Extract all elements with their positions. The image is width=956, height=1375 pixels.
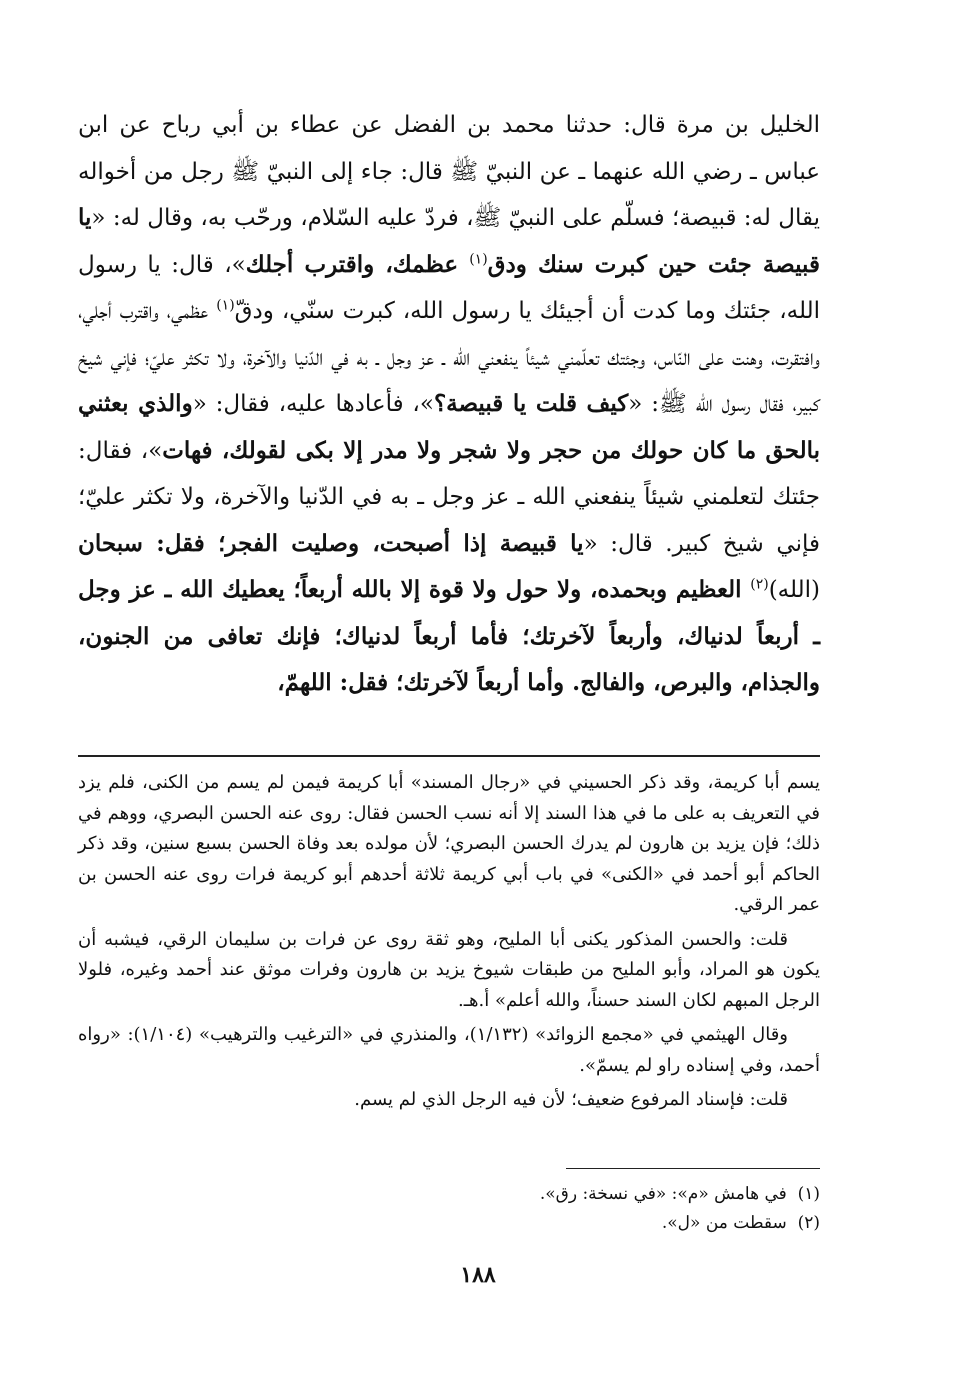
- footnote-number: (٢): [797, 1213, 820, 1233]
- footnote-item: [78, 1180, 820, 1209]
- bold-hadith-segment: يا قبيصة جئت حين كبرت سنك ودق: [78, 204, 820, 278]
- footnotes: [78, 1180, 820, 1238]
- footnote-text: في هامش «م»: «في نسخة: رق».: [539, 1184, 787, 1204]
- bold-hadith-segment: كيف قلت يا قبيصة؟: [433, 390, 629, 417]
- bold-hadith-segment: عظمك، واقترب أجلك: [245, 250, 470, 278]
- text-segment: »، فقال: جئتك لتعلمني شيئاً ينفعني الله ـ عز وجل ـ به في الدّنيا والآخرة، ولا تكثر عليّ؛ فإني شيخ كبير. قال: «: [78, 437, 820, 557]
- text-segment: (الله): [768, 577, 820, 603]
- footnote-ref-1: (١): [469, 250, 488, 267]
- footnote-separator: [566, 1168, 820, 1169]
- note-paragraph: وقال الهيثمي في «مجمع الزوائد» (١/١٣٢)، والمنذري في «الترغيب والترهيب» (١/١٠٤): «رواه أحمد، وفي إسناده راو لم يسمّ».: [78, 1024, 820, 1076]
- text-segment: »، فأعادها عليه، فقال: «: [192, 391, 434, 417]
- page-number: ١٨٨: [460, 1262, 496, 1288]
- bold-hadith-segment: يا قبيصة إذا أصبحت، وصليت الفجر؛ فقل: سبحان: [78, 529, 584, 557]
- text-segment: »، قال: يا رسول الله، جئتك وما كدت أن أجيئك يا رسول الله، كبرت سنّي، ودقّ: [78, 251, 820, 324]
- note-paragraph: قلت: والحسن المذكور يكنى أبا المليح، وهو ثقة روى عن فرات بن سليمان الرقي، فيشبه أن يكون هو المراد، وأبو المليح من طبقات شيوخ يزيد بن هارون وفرات موثق عند أحمد وغيره، فلولا الرجل المبهم لكان السند حسناً، والله أعلم» أ.هـ.: [78, 928, 820, 1011]
- footnote-item: [78, 1209, 820, 1238]
- separator-rule: [78, 755, 820, 757]
- text-segment: عظمي، واقترب أجلي، وافتقرت، وهنت على النّاس، وجئتك تعلّمني شيئاً ينفعني الله ـ عز وجل ـ به في الدّنيا والآخرة، ولا تكثر عليّ؛ فإني شيخ كبير، فقال رسول الله ﷺ: «: [78, 298, 820, 417]
- footnote-text: سقطت من «ل».: [661, 1213, 787, 1233]
- footnote-ref-2: (٢): [750, 576, 769, 593]
- main-text-block: [78, 102, 820, 707]
- bold-hadith-segment: والذي بعثني بالحق ما كان حولك من حجر ولا شجر ولا مدر إلا بكى لقولك، فهات: [78, 390, 820, 464]
- commentary-notes: [78, 768, 820, 1116]
- footnote-number: (١): [797, 1184, 820, 1204]
- note-paragraph: قلت: فإسناد المرفوع ضعيف؛ لأن فيه الرجل الذي لم يسم.: [354, 1089, 788, 1110]
- main-paragraph: [78, 102, 820, 707]
- footnote-ref-1b: (١): [216, 297, 235, 314]
- note-paragraph: يسم أبا كريمة، وقد ذكر الحسيني في «رجال المسند» أبا كريمة فيمن لم يسم من الكنى، فلم يزد في التعريف به على ما في هذا السند إلا أنه نسب الحسن فقال: روى عنه الحسن البصري، ووهم في ذلك؛ فإن يزيد بن هارون لم يدرك الحسن البصري؛ لأن مولده بعد وفاة الحسن بسبع سنين، وقد ذكر الحاكم أبو أحمد في «الكنى» في باب أبي كريمة ثلاثة أحدهم أبو كريمة فرات روى عنه الحسن بن عمر الرقي.: [78, 772, 820, 915]
- text-segment: الخليل بن مرة قال: حدثنا محمد بن الفضل عن عطاء بن أبي رباح عن ابن عباس ـ رضي الله عنهما ـ عن النبيّ ﷺ قال: جاء إلى النبيّ ﷺ رجل من أخواله يقال له: قبيصة؛ فسلّم على النبيّ ﷺ، فردّ عليه السّلام، ورحّب به، وقال له: «: [78, 112, 820, 231]
- bold-hadith-segment: العظيم وبحمده، ولا حول ولا قوة إلا بالله أربعاً؛ يعطيك الله ـ عز وجل ـ أربعاً لدنياك، وأربعاً لآخرتك؛ فأما أربعاً لدنياك؛ فإنك تعافى من الجنون، والجذام، والبرص، والفالج. وأما أربعاً لآخرتك؛ فقل: اللهمّ،: [78, 576, 820, 696]
